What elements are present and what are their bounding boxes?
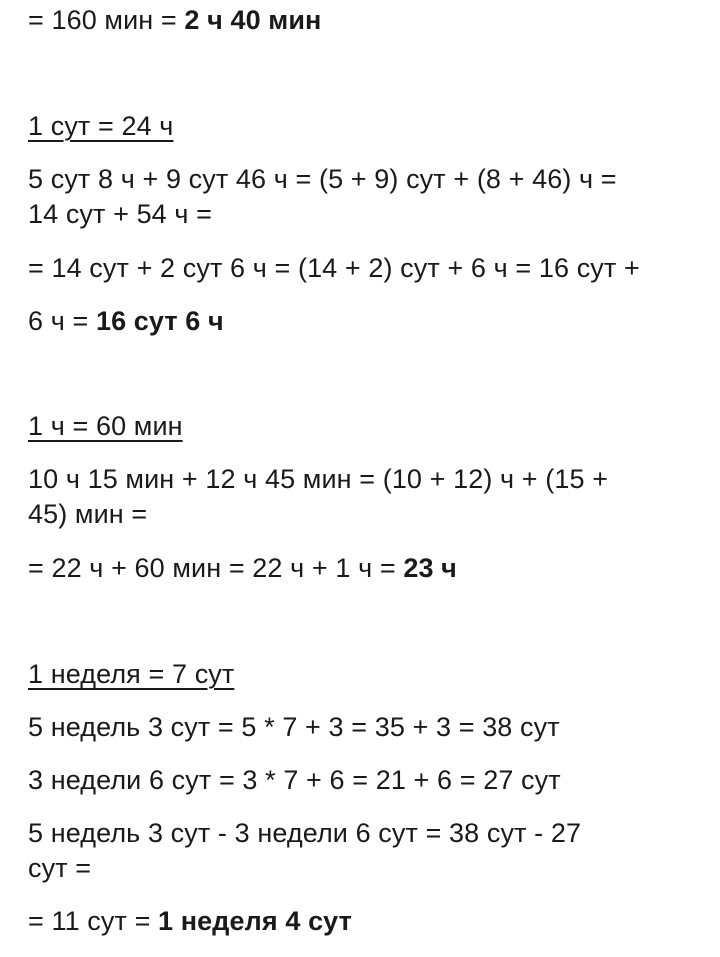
equation-text: 6 ч = [28, 306, 96, 336]
answer-bold: 23 ч [403, 553, 457, 583]
heading-day-hours: 1 сут = 24 ч [28, 111, 174, 141]
equation-line: сут = [28, 853, 92, 883]
answer-bold: 16 сут 6 ч [95, 306, 224, 336]
equation-line: 5 сут 8 ч + 9 сут 46 ч = (5 + 9) сут + (8 + 46) ч = [28, 164, 617, 194]
equation-text: = 22 ч + 60 мин = 22 ч + 1 ч = [28, 553, 404, 583]
equation-line: 5 недель 3 сут = 5 * 7 + 3 = 35 + 3 = 38 сут [28, 712, 560, 742]
result-line [28, 904, 352, 938]
result-line-time-minutes [28, 3, 321, 37]
heading-hour-minutes: 1 ч = 60 мин [28, 411, 183, 441]
equation-text: = 160 мин = [28, 5, 185, 35]
answer-bold: 2 ч 40 мин [184, 5, 322, 35]
equation-text: = 11 сут = [28, 906, 159, 936]
equation-line: 14 сут + 54 ч = [28, 199, 213, 229]
equation-line: 3 недели 6 сут = 3 * 7 + 6 = 21 + 6 = 27 сут [28, 765, 561, 795]
answer-bold: 1 неделя 4 сут [158, 906, 352, 936]
result-line [28, 304, 224, 338]
heading-week-days: 1 неделя = 7 сут [28, 659, 235, 689]
equation-line: 45) мин = [28, 499, 148, 529]
equation-line: = 14 сут + 2 сут 6 ч = (14 + 2) сут + 6 ч = 16 сут + [28, 253, 640, 283]
equation-line: 5 недель 3 сут - 3 недели 6 сут = 38 сут - 27 [28, 818, 582, 848]
result-line [28, 551, 457, 585]
equation-line: 10 ч 15 мин + 12 ч 45 мин = (10 + 12) ч + (15 + [28, 464, 609, 494]
